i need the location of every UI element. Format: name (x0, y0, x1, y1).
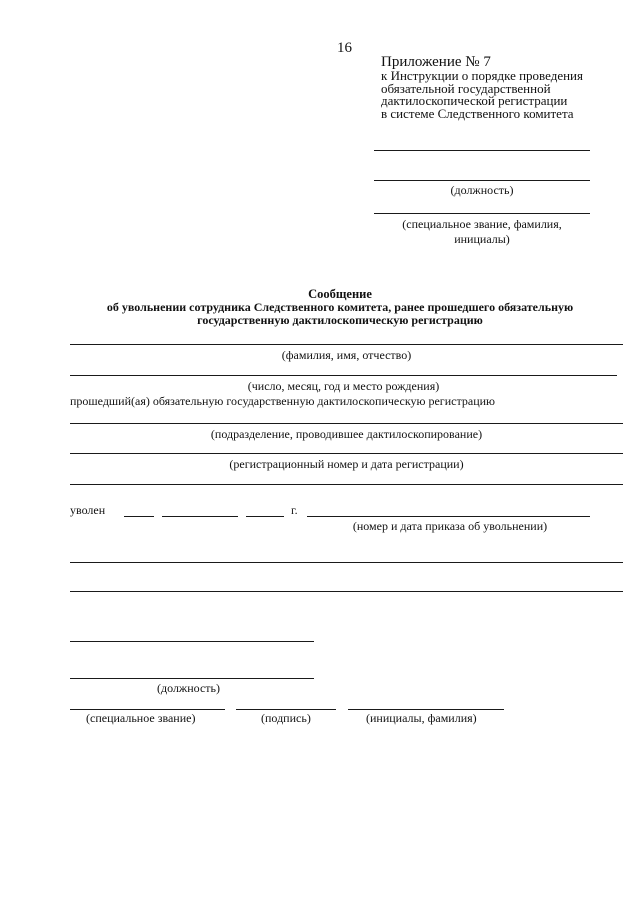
addressee-line-1[interactable] (374, 150, 590, 151)
year-label: г. (291, 503, 298, 517)
blank-line[interactable] (70, 591, 623, 592)
signature-initials-line[interactable] (348, 709, 504, 710)
order-caption: (номер и дата приказа об увольнении) (352, 519, 548, 533)
blank-line[interactable] (70, 562, 623, 563)
addressee-rank-caption: инициалы) (454, 232, 510, 246)
appendix-line: в системе Следственного комитета (381, 105, 574, 121)
unit-line[interactable] (70, 423, 623, 424)
dismissed-day-line[interactable] (124, 516, 154, 517)
title-main: Сообщение (308, 287, 372, 301)
addressee-position-line[interactable] (374, 180, 590, 181)
signature-position-line[interactable] (70, 678, 314, 679)
birth-caption: (число, месяц, год и место рождения) (247, 379, 440, 393)
document-title (60, 288, 620, 327)
signature-sign-line[interactable] (236, 709, 336, 710)
signature-rank-caption: (специальное звание) (86, 711, 196, 725)
addressee-rank-line[interactable] (374, 213, 590, 214)
blank-line[interactable] (70, 484, 623, 485)
birth-line[interactable] (70, 375, 617, 376)
appendix-line: к Инструкции о порядке проведения (381, 68, 583, 83)
title-line: государственную дактилоскопическую регистрацию (197, 313, 483, 327)
appendix-line: обязательной государственной (381, 80, 551, 96)
signature-initials-caption: (инициалы, фамилия) (366, 711, 477, 725)
dismissed-month-line[interactable] (162, 516, 238, 517)
order-line[interactable] (307, 516, 590, 517)
dismissed-year-line[interactable] (246, 516, 284, 517)
regnum-caption: (регистрационный номер и дата регистрации) (229, 457, 464, 471)
unit-caption: (подразделение, проводившее дактилоскопирование) (210, 427, 483, 441)
fio-line[interactable] (70, 344, 623, 345)
page-number: 16 (337, 40, 352, 56)
addressee-position-caption: (должность) (450, 183, 514, 197)
signature-rank-line[interactable] (70, 709, 225, 710)
passed-registration-text: прошедший(ая) обязательную государственную дактилоскопическую регистрацию (70, 394, 496, 408)
addressee-rank-caption: (специальное звание, фамилия, (402, 217, 562, 231)
fio-caption: (фамилия, имя, отчество) (281, 348, 412, 362)
signature-position-caption: (должность) (157, 681, 220, 695)
appendix-header (381, 55, 631, 120)
appendix-line: дактилоскопической регистрации (381, 93, 568, 108)
signature-line-1[interactable] (70, 641, 314, 642)
dismissed-label: уволен (70, 503, 106, 517)
appendix-number: Приложение № 7 (381, 54, 491, 70)
regnum-line[interactable] (70, 453, 623, 454)
title-line: об увольнении сотрудника Следственного комитета, ранее прошедшего обязательную (106, 300, 574, 314)
signature-sign-caption: (подпись) (261, 711, 311, 725)
